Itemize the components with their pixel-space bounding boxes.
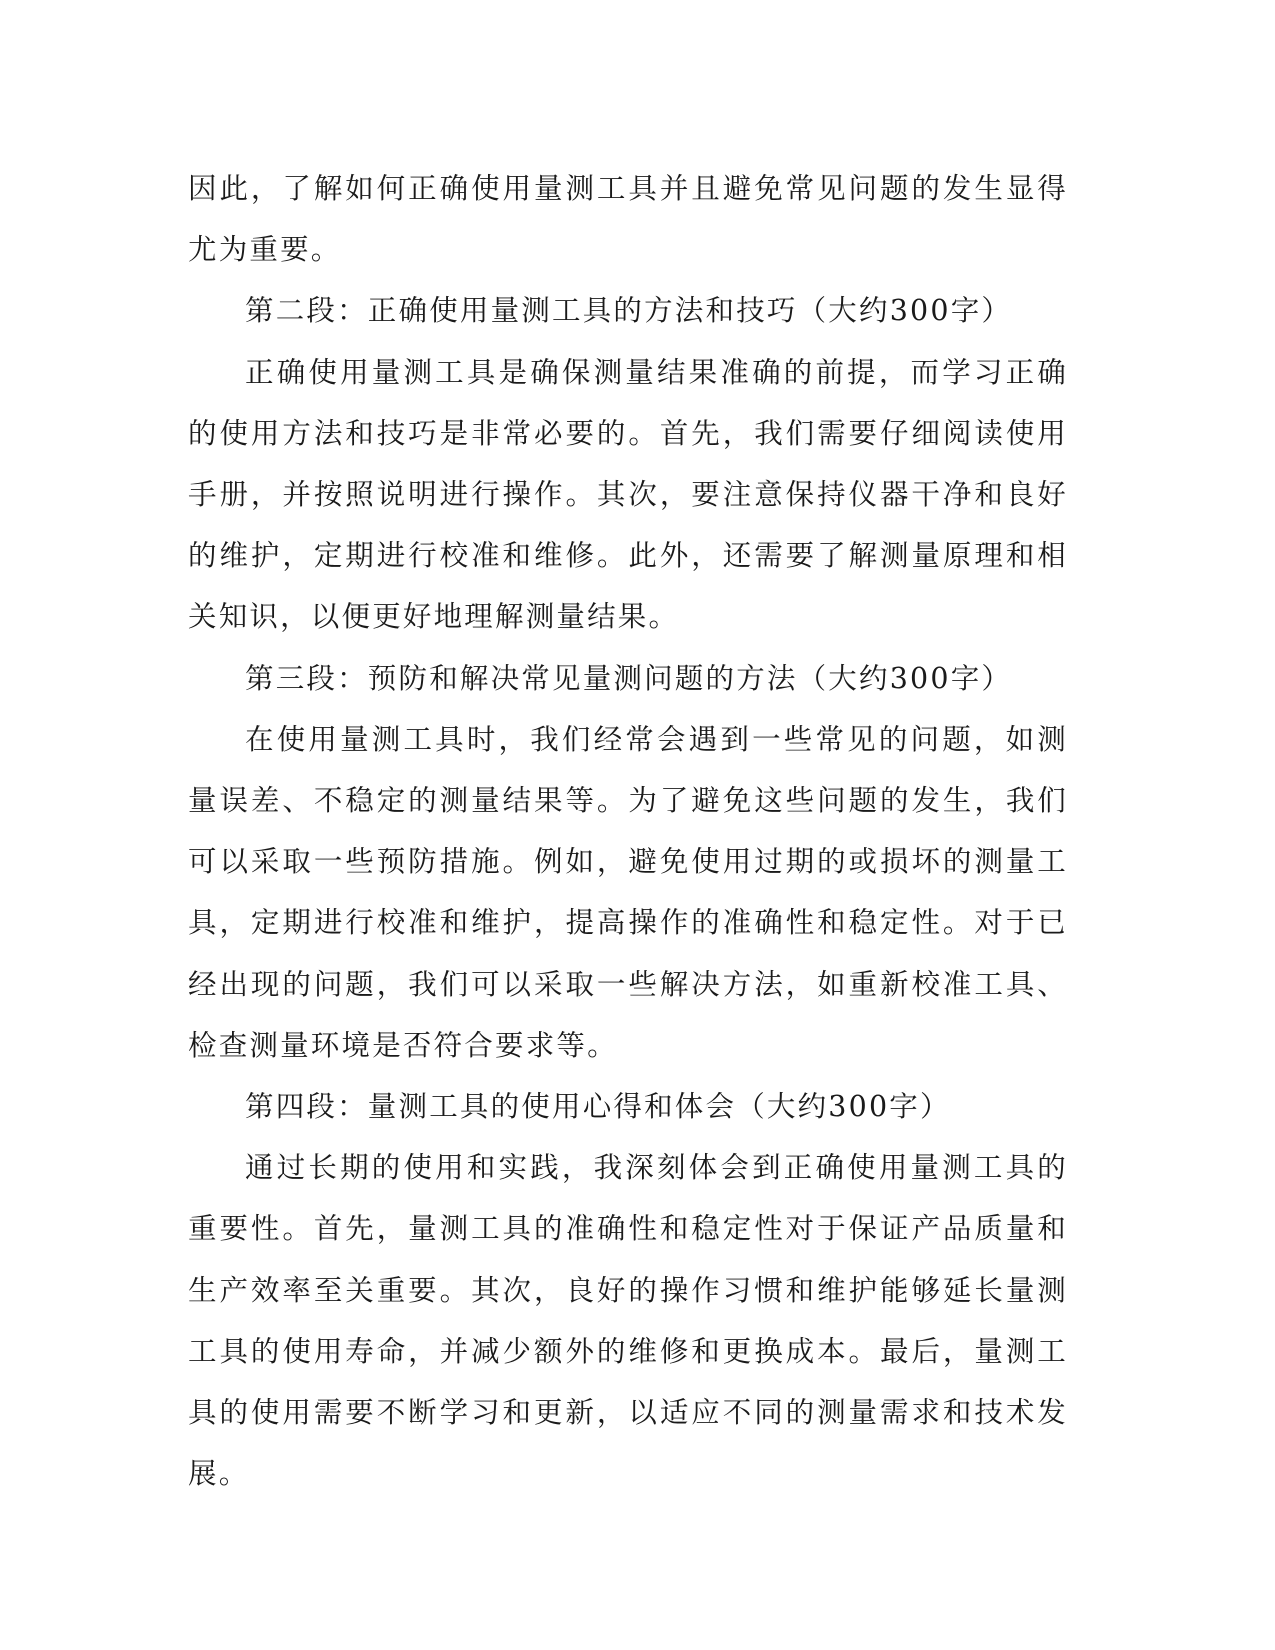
paragraph-section-3: 在使用量测工具时，我们经常会遇到一些常见的问题，如测量误差、不稳定的测量结果等。为了避免这些问题的发生，我们可以采取一些预防措施。例如，避免使用过期的或损坏的测量工具，定期进行校准和维护，提高操作的准确性和稳定性。对于已经出现的问题，我们可以采取一些解决方法，如重新校准工具、检查测量环境是否符合要求等。 (188, 722, 1068, 1062)
section-heading-4: 第四段：量测工具的使用心得和体会（大约300字） (245, 1090, 951, 1124)
section-heading-2: 第二段：正确使用量测工具的方法和技巧（大约300字） (245, 294, 1013, 328)
paragraph-intro-continued: 因此，了解如何正确使用量测工具并且避免常见问题的发生显得尤为重要。 (188, 172, 1068, 267)
paragraph-section-4: 通过长期的使用和实践，我深刻体会到正确使用量测工具的重要性。首先，量测工具的准确性和稳定性对于保证产品质量和生产效率至关重要。其次，良好的操作习惯和维护能够延长量测工具的使用寿命，并减少额外的维修和更换成本。最后，量测工具的使用需要不断学习和更新，以适应不同的测量需求和技术发展。 (188, 1151, 1068, 1491)
section-heading-3: 第三段：预防和解决常见量测问题的方法（大约300字） (245, 661, 1013, 695)
document-body (188, 158, 1068, 1504)
paragraph-section-2: 正确使用量测工具是确保测量结果准确的前提，而学习正确的使用方法和技巧是非常必要的。首先，我们需要仔细阅读使用手册，并按照说明进行操作。其次，要注意保持仪器干净和良好的维护，定期进行校准和维修。此外，还需要了解测量原理和相关知识，以便更好地理解测量结果。 (188, 355, 1068, 634)
